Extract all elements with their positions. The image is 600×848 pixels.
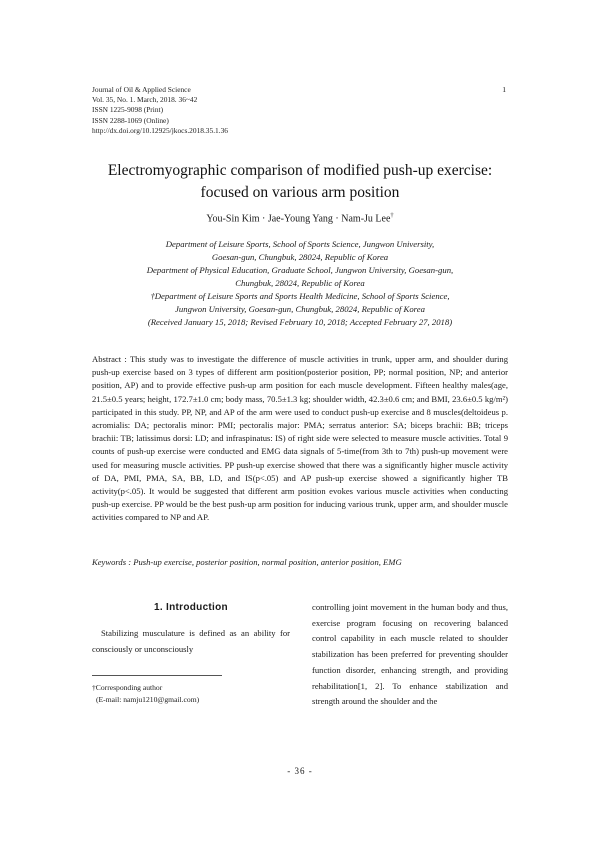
intro-paragraph-right: controlling joint movement in the human body and thus, exercise program focusing on recovering balanced control capability in each muscle related to shoulder stabilization has been preferred for preventing shoulder function disorder, enhancing strength, and providing rehabilitation[1, 2]. To enhance stabilization and strength around the shoulder and the (312, 602, 508, 707)
journal-name: Journal of Oil & Applied Science (92, 85, 191, 94)
doi-link[interactable]: http://dx.doi.org/10.12925/jkocs.2018.35.1.36 (92, 125, 228, 135)
author-names: You-Sin Kim · Jae-Young Yang · Nam-Ju Lee (206, 213, 391, 225)
affiliation-line: Chungbuk, 28024, Republic of Korea (235, 278, 365, 288)
affiliation-line: Jungwon University, Goesan-gun, Chungbuk, 28024, Republic of Korea (175, 304, 425, 314)
footnote-divider (92, 675, 222, 676)
footnote-corresponding: †Corresponding author (92, 683, 163, 692)
abstract-text: This study was to investigate the difference of muscle activities in trunk, upper arm, and shoulder during push-up exercise based on 3 types of different arm position(posterior position, PP; normal position, NP; and anterior position, AP) and to provide effective push-up arm position for each muscle development. Fifteen healthy males(age, 21.5±0.5 years; height, 172.7±1.0 cm; body mass, 70.5±1.3 kg; shoulder width, 42.3±0.6 cm; and BMI, 23.6±0.5 kg/m²) participated in this study. PP, NP, and AP of the arm were used to conduct push-up exercise and 8 muscles(deltoideus p. acromialis: DA; pectoralis minor: PMI; pectoralis major: PMA; serratus anterior: SA; biceps brachii: BB; triceps brachii: TB; latissimus dorsi: LD; and infraspinatus: IS) of right side were selected to measure muscle activities. Total 9 counts of push-up exercise were conducted and EMG data signals of 5-time(from 3th to 7th) push-up movement were used for measuring muscle activities. PP push-up exercise showed that there was a significantly higher muscle activity of DA, PMI, PMA, SA, BB, LD, and IS(p<.05) and AP push-up exercise showed a significantly higher TB activity(p<.05). It would be suggested that different arm position evokes various muscle activities when conducting push-up exercise. PP would be the best push-up arm position for inducing various trunk, upper arm, and shoulder muscle activities compared to NP and AP. (92, 354, 508, 523)
issn-online: ISSN 2288-1069 (Online) (92, 115, 169, 125)
paper-title (60, 160, 540, 204)
page-footer-number: - 36 - (287, 766, 313, 776)
journal-volume: Vol. 35, No. 1. March, 2018. 36~42 (92, 95, 198, 105)
title-line-2: focused on various arm position (200, 184, 400, 201)
author-list (60, 212, 540, 224)
footnote-email[interactable]: (E-mail: namju1210@gmail.com) (96, 695, 200, 704)
section-heading: 1. Introduction (154, 602, 228, 613)
left-column (92, 602, 290, 657)
right-column (312, 600, 508, 710)
page-number-top: 1 (502, 85, 506, 94)
corresponding-author-mark: † (390, 212, 394, 219)
issn-print: ISSN 1225-9098 (Print) (92, 105, 164, 115)
title-line-1: Electromyographic comparison of modified push-up exercise: (107, 162, 493, 179)
affiliation-line: †Department of Leisure Sports and Sports Health Medicine, School of Sports Science, (150, 291, 450, 301)
footnote (92, 682, 199, 706)
abstract (92, 353, 508, 525)
journal-header (92, 85, 228, 136)
affiliations (92, 238, 508, 329)
affiliation-line: Goesan-gun, Chungbuk, 28024, Republic of Korea (211, 252, 389, 262)
abstract-label: Abstract : (92, 354, 127, 364)
affiliation-line: Department of Leisure Sports, School of Sports Science, Jungwon University, (165, 239, 435, 249)
affiliation-line: Department of Physical Education, Graduate School, Jungwon University, Goesan-gun, (146, 265, 454, 275)
received-dates: (Received January 15, 2018; Revised February 10, 2018; Accepted February 27, 2018) (147, 317, 453, 327)
keywords: Keywords : Push-up exercise, posterior position, normal position, anterior position, EMG (92, 557, 402, 567)
intro-paragraph-left: Stabilizing musculature is defined as an ability for consciously or unconsciously (92, 628, 290, 654)
